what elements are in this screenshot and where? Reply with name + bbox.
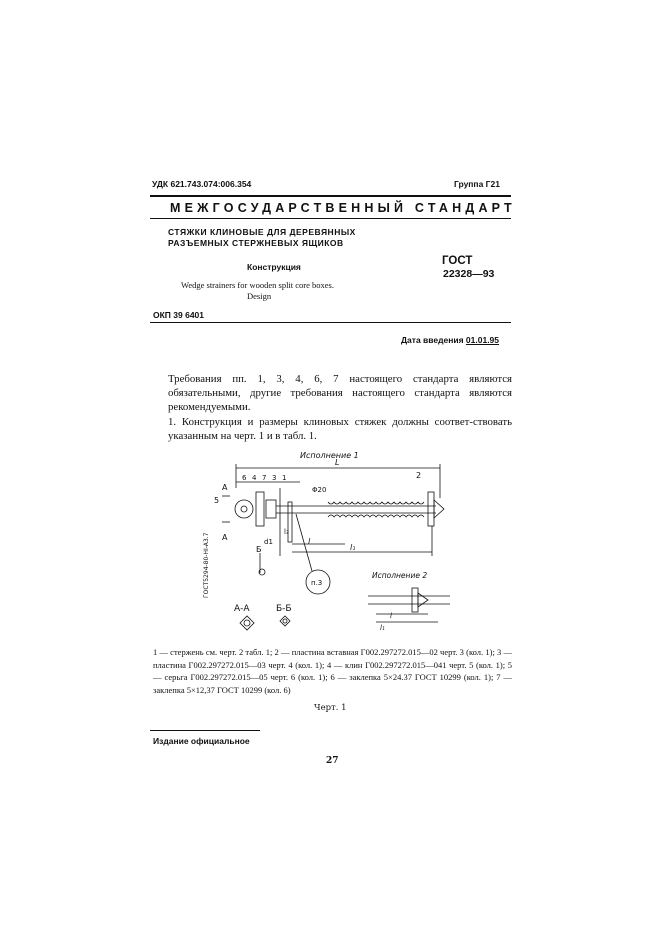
paragraph-construction: 1. Конструкция и размеры клиновых стяжек должны соответ-ствовать указанным на черт. 1 и в табл. 1. (168, 415, 512, 442)
title-line-2: РАЗЪЕМНЫХ СТЕРЖНЕВЫХ ЯЩИКОВ (168, 238, 344, 248)
dim-label-phi20: Φ20 (312, 486, 327, 494)
callout-1: 1 (282, 474, 287, 482)
section-marker-a-top: A (222, 483, 228, 492)
dim-label-d1: d1 (264, 538, 273, 546)
top-rule (150, 195, 511, 197)
dim-label-l: l (308, 537, 311, 546)
section-aa-label: А-А (234, 604, 250, 614)
end-washer (428, 492, 434, 526)
heading-rule (150, 218, 511, 219)
wedge-strainer-drawing (200, 448, 470, 648)
side-gost-label: ГОСТ5294-80-HI-A3.7 (203, 532, 210, 598)
section-marker-a-bottom: A (222, 533, 228, 542)
callout-7: 7 (262, 474, 267, 482)
wedge-4 (266, 500, 276, 518)
variant2-dim-label-l1: l₁ (380, 624, 385, 632)
page-number: 27 (326, 756, 339, 766)
section-bb-label: Б-Б (276, 604, 292, 614)
variant2-label: Исполнение 2 (372, 571, 428, 580)
detail-callout-label: п.3 (311, 579, 323, 587)
paragraph-requirements: Требования пп. 1, 3, 4, 6, 7 настоящего стандарта являются обязательными, другие требования настоящего стандарта являются рекомендуемыми. (168, 373, 512, 414)
title-subtitle: Конструкция (247, 262, 301, 272)
callout-5: 5 (214, 496, 220, 505)
section-aa-hole (244, 620, 250, 626)
section-aa-view (240, 616, 254, 630)
title-line-1: СТЯЖКИ КЛИНОВЫЕ ДЛЯ ДЕРЕВЯННЫХ (168, 227, 356, 237)
dim-label-L: L (335, 458, 340, 467)
body-text (168, 372, 512, 443)
section-bb-hole (283, 619, 287, 623)
callout-2-top: 2 (416, 471, 422, 480)
group-code: Группа Г21 (454, 179, 500, 189)
plate-3 (256, 492, 264, 526)
okp-rule (150, 322, 511, 323)
okp-code: ОКП 39 6401 (153, 310, 204, 320)
section-bb-view (280, 616, 290, 626)
callout-4: 4 (252, 474, 257, 482)
introduction-date (401, 335, 499, 345)
shackle-pin (241, 506, 247, 512)
shackle-ring (235, 500, 253, 518)
end-tip (434, 500, 444, 518)
variant2-washer (412, 588, 418, 612)
udk-code: УДК 621.743.074:006.354 (152, 179, 252, 189)
gost-label: ГОСТ (442, 255, 473, 267)
figure-caption: 1 — стержень см. черт. 2 табл. 1; 2 — пластина вставная Г002.297272.015—02 черт. 3 (кол. 1); 3 — пластина Г002.297272.015—03 черт. 4 (кол. 1); 4 — клин Г002.297272.015—041 черт. 5 (кол. 1); 5 — серьга Г002.297272.015—05 черт. 6 (кол. 1); 6 — заклепка 5×24.37 ГОСТ 10299 (кол. 1); 7 — заклепка 5×12,37 ГОСТ 10299 (кол. 6) (153, 647, 512, 695)
dim-label-l1: l₁ (350, 543, 356, 552)
introduction-date-label: Дата введения (401, 335, 464, 345)
gost-number: 22328—93 (443, 268, 495, 280)
english-title-line-2: Design (247, 291, 272, 301)
variant2-dim-label-l: l (390, 612, 392, 620)
english-title-line-1: Wedge strainers for wooden split core boxes. (181, 280, 334, 290)
dim-label-l3: l₃ (284, 528, 289, 536)
variant1-label: Исполнение 1 (300, 451, 359, 460)
edition-note: Издание официальное (153, 736, 250, 746)
standard-type-heading: МЕЖГОСУДАРСТВЕННЫЙ СТАНДАРТ (170, 201, 516, 215)
plate-2-insert (288, 502, 292, 542)
thread-bottom (328, 515, 424, 517)
introduction-date-value: 01.01.95 (465, 335, 500, 345)
section-marker-b: Б (256, 545, 262, 554)
thread-top (328, 502, 424, 504)
footer-rule (150, 730, 260, 731)
callout-3: 3 (272, 474, 277, 482)
callout-6: 6 (242, 474, 247, 482)
variant2-tip (418, 593, 428, 607)
figure-label: Черт. 1 (314, 703, 347, 713)
